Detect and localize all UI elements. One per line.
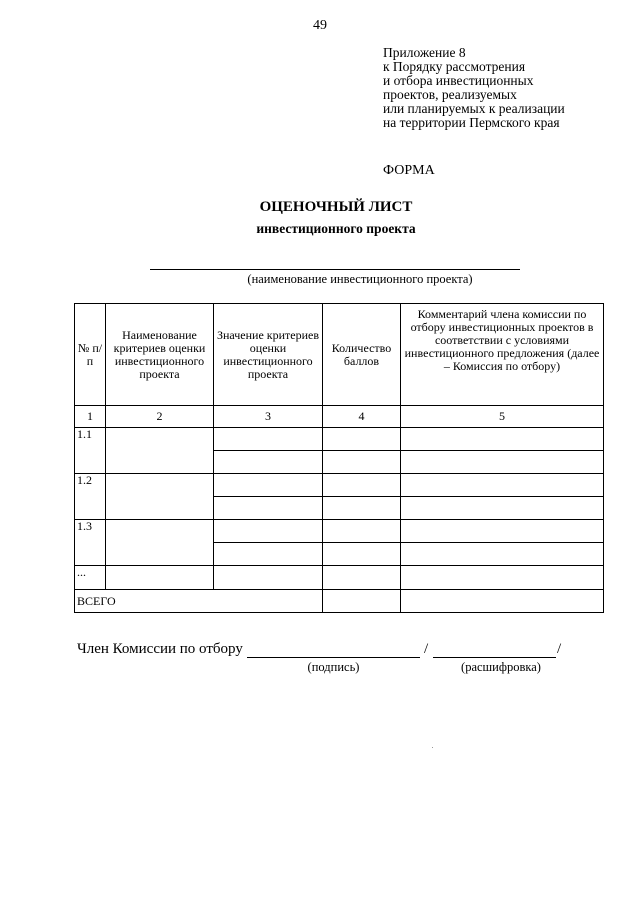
score-cell[interactable] — [323, 566, 401, 590]
row-number: 1.3 — [75, 520, 106, 566]
table-row — [75, 520, 604, 543]
score-cell[interactable] — [323, 497, 401, 520]
header-comment: Комментарий члена комиссии по отбору инвестиционных проектов в соответствии с условиями инвестиционного предложения (далее – Комиссия по отбору) — [401, 304, 604, 406]
signature-slash: / — [424, 641, 429, 657]
score-cell[interactable] — [323, 474, 401, 497]
appendix-line: к Порядку рассмотрения — [383, 59, 526, 74]
total-row — [75, 590, 604, 613]
criteria-name-cell[interactable] — [106, 520, 214, 566]
appendix-line: или планируемых к реализации — [383, 101, 565, 116]
comment-cell[interactable] — [401, 497, 604, 520]
scan-speck — [432, 747, 433, 748]
decoding-line[interactable] — [433, 657, 556, 658]
commission-member-label: Член Комиссии по отбору — [77, 641, 243, 657]
comment-cell[interactable] — [401, 428, 604, 451]
signature-caption: (подпись) — [307, 660, 360, 674]
criteria-value-cell[interactable] — [214, 497, 323, 520]
column-number: 2 — [106, 406, 214, 428]
column-number: 1 — [75, 406, 106, 428]
criteria-value-cell[interactable] — [214, 428, 323, 451]
column-number: 3 — [214, 406, 323, 428]
total-label: ВСЕГО — [75, 590, 323, 613]
table-row — [75, 474, 604, 497]
comment-cell[interactable] — [401, 474, 604, 497]
document-title: ОЦЕНОЧНЫЙ ЛИСТ — [259, 199, 413, 215]
appendix-line: на территории Пермского края — [383, 115, 560, 130]
header-criteria-name: Наименование критериев оценки инвестиционного проекта — [106, 304, 214, 406]
table-row-ellipsis — [75, 566, 604, 590]
column-number: 5 — [401, 406, 604, 428]
comment-cell[interactable] — [401, 566, 604, 590]
appendix-line: и отбора инвестиционных — [383, 73, 534, 88]
criteria-value-cell[interactable] — [214, 543, 323, 566]
header-criteria-value: Значение критериев оценки инвестиционного проекта — [214, 304, 323, 406]
signature-slash: / — [557, 641, 562, 657]
header-score: Количество баллов — [323, 304, 401, 406]
comment-cell[interactable] — [401, 520, 604, 543]
project-name-caption: (наименование инвестиционного проекта) — [247, 272, 473, 286]
criteria-name-cell[interactable] — [106, 474, 214, 520]
project-name-line — [150, 269, 520, 270]
ellipsis-cell: ... — [75, 566, 106, 590]
total-comment-cell[interactable] — [401, 590, 604, 613]
evaluation-table — [74, 303, 604, 613]
page-number: 49 — [313, 18, 327, 33]
appendix-note — [383, 46, 565, 130]
criteria-value-cell[interactable] — [214, 451, 323, 474]
comment-cell[interactable] — [401, 543, 604, 566]
header-number: № п/п — [75, 304, 106, 406]
comment-cell[interactable] — [401, 451, 604, 474]
criteria-value-cell[interactable] — [214, 474, 323, 497]
document-subtitle: инвестиционного проекта — [256, 221, 416, 236]
appendix-line: Приложение 8 — [383, 45, 466, 60]
score-cell[interactable] — [323, 520, 401, 543]
table-row — [75, 428, 604, 451]
row-number: 1.1 — [75, 428, 106, 474]
decoding-caption: (расшифровка) — [461, 660, 541, 674]
criteria-value-cell[interactable] — [214, 566, 323, 590]
score-cell[interactable] — [323, 428, 401, 451]
row-number: 1.2 — [75, 474, 106, 520]
table-header-row — [75, 304, 604, 406]
column-number: 4 — [323, 406, 401, 428]
criteria-name-cell[interactable] — [106, 566, 214, 590]
appendix-line: проектов, реализуемых — [383, 87, 517, 102]
signature-line[interactable] — [247, 657, 420, 658]
form-label: ФОРМА — [383, 163, 435, 178]
criteria-name-cell[interactable] — [106, 428, 214, 474]
score-cell[interactable] — [323, 451, 401, 474]
column-numbers-row — [75, 406, 604, 428]
criteria-value-cell[interactable] — [214, 520, 323, 543]
score-cell[interactable] — [323, 543, 401, 566]
total-score-cell[interactable] — [323, 590, 401, 613]
